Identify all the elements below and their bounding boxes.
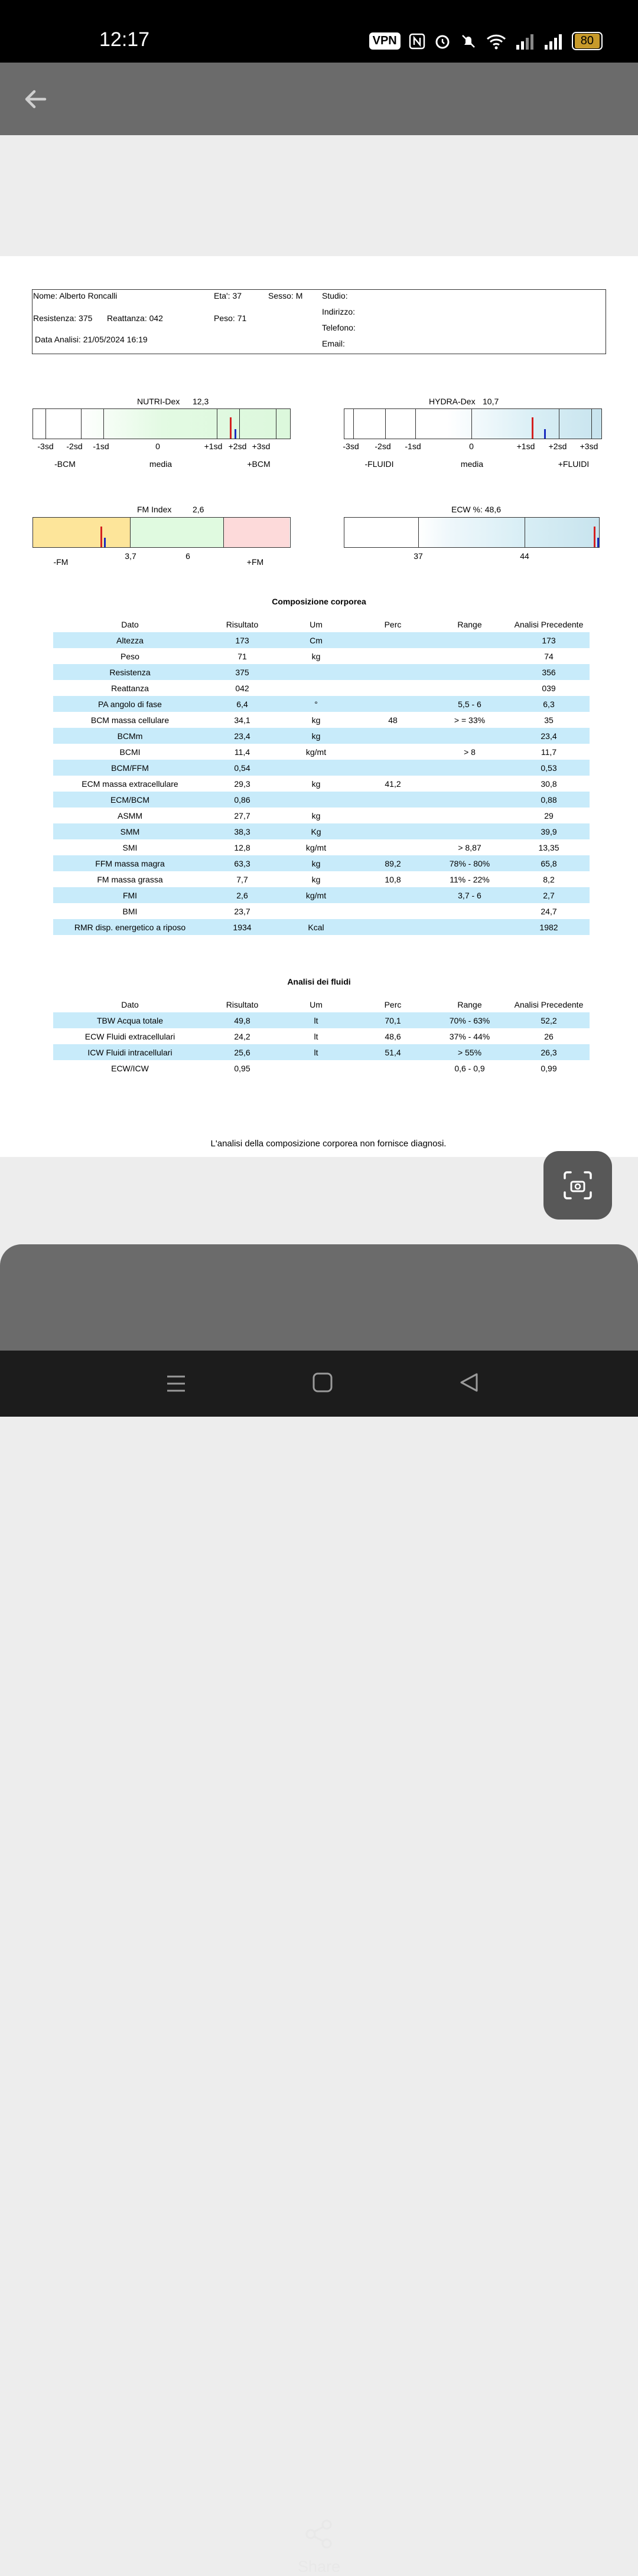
- column-header: Analisi Precedente: [514, 619, 584, 629]
- patient-name: Nome: Alberto Roncalli: [33, 291, 118, 300]
- table-cell: [278, 680, 354, 696]
- table-cell: ECM massa extracellulare: [82, 779, 178, 789]
- table-cell: FFM massa magra: [53, 855, 207, 871]
- hydra-current-marker: [532, 417, 533, 439]
- table-row: [53, 712, 590, 728]
- table-cell: [431, 823, 508, 839]
- ecw-bar: [344, 517, 600, 548]
- hydra-tick: -1sd: [405, 442, 421, 451]
- hydra-label: +FLUIDI: [558, 459, 590, 469]
- table-row: [53, 792, 590, 808]
- hydra-tick: +3sd: [580, 442, 598, 451]
- table-cell: [354, 903, 431, 919]
- alarm-icon: [434, 32, 451, 50]
- table-cell: 6,3: [508, 696, 590, 712]
- patient-resistance: Resistenza: 375: [33, 313, 93, 323]
- back-arrow-icon[interactable]: [21, 85, 50, 113]
- table-cell: 71: [237, 651, 247, 661]
- fm-current-marker: [100, 527, 102, 547]
- nutri-title: NUTRI-Dex: [137, 397, 180, 406]
- column-header: Um: [310, 999, 323, 1009]
- table-cell: BCM massa cellulare: [90, 715, 170, 725]
- table-cell: [431, 919, 508, 935]
- nutri-tick: +2sd: [228, 442, 247, 451]
- ecw-title: ECW %: 48,6: [451, 505, 502, 514]
- table-cell: 6,4: [207, 696, 278, 712]
- table-cell: 11,7: [541, 747, 557, 757]
- share-label: Share: [297, 2558, 341, 2575]
- status-bar: [0, 0, 638, 63]
- address-label: Indirizzo:: [322, 307, 356, 316]
- table-cell: 25,6: [207, 1044, 278, 1060]
- table-cell: [278, 1060, 354, 1076]
- table-row: [53, 903, 590, 919]
- ecw-previous-marker: [597, 538, 599, 547]
- table-cell: 38,3: [207, 823, 278, 839]
- hydra-tick: -3sd: [343, 442, 359, 451]
- table-cell: lt: [278, 1012, 354, 1028]
- lens-button[interactable]: [543, 1151, 612, 1220]
- table-row: [53, 1012, 590, 1028]
- table-row: [53, 760, 590, 776]
- fm-label: -FM: [53, 557, 69, 567]
- table-cell: [354, 648, 431, 664]
- table-cell: 52,2: [508, 1012, 590, 1028]
- table-cell: ECW Fluidi extracellulari: [84, 1031, 175, 1041]
- phone-label: Telefono:: [322, 323, 356, 332]
- table-cell: TBW Acqua totale: [53, 1012, 207, 1028]
- fluids-title: Analisi dei fluidi: [287, 977, 351, 986]
- table-row: [53, 823, 590, 839]
- nutri-label: +BCM: [247, 459, 271, 469]
- table-cell: [354, 760, 431, 776]
- table-row: [53, 1028, 590, 1044]
- column-header: Dato: [121, 619, 139, 629]
- fm-value: 2,6: [193, 505, 204, 514]
- table-cell: BCMI: [119, 747, 141, 757]
- table-cell: 0,99: [541, 1063, 557, 1073]
- table-cell: 24,2: [234, 1031, 250, 1041]
- studio-label: Studio:: [322, 291, 348, 300]
- table-cell: 26,3: [508, 1044, 590, 1060]
- table-cell: PA angolo di fase: [53, 696, 207, 712]
- table-cell: 0,86: [207, 792, 278, 808]
- table-cell: 23,4: [207, 728, 278, 744]
- table-row: [53, 839, 590, 855]
- table-row: [53, 887, 590, 903]
- hydra-tick: -2sd: [375, 442, 391, 451]
- table-cell: 2,7: [508, 887, 590, 903]
- table-cell: kg: [311, 874, 321, 884]
- table-cell: kg: [311, 715, 321, 725]
- table-cell: [354, 632, 431, 648]
- table-cell: [354, 839, 431, 855]
- composition-title: Composizione corporea: [272, 597, 366, 606]
- table-cell: ECM/BCM: [53, 792, 207, 808]
- nutri-previous-marker: [235, 429, 236, 439]
- table-row: [53, 728, 590, 744]
- table-cell: [354, 744, 431, 760]
- table-header-row: [53, 996, 590, 1012]
- fm-previous-marker: [104, 538, 106, 547]
- table-cell: [354, 664, 431, 680]
- table-cell: kg: [278, 855, 354, 871]
- table-cell: 37% - 44%: [449, 1031, 490, 1041]
- column-header: Analisi Precedente: [514, 999, 584, 1009]
- hydra-previous-marker: [544, 429, 546, 439]
- hydra-label: -FLUIDI: [364, 459, 394, 469]
- clock: 12:17: [99, 28, 150, 51]
- table-row: [53, 664, 590, 680]
- table-cell: 29,3: [234, 779, 250, 789]
- table-cell: BCM/FFM: [53, 760, 207, 776]
- table-row: [53, 632, 590, 648]
- table-cell: °: [278, 696, 354, 712]
- table-cell: 23,7: [234, 906, 250, 916]
- nutri-dex-bar: [32, 408, 291, 439]
- table-row: [53, 648, 590, 664]
- fm-label: +FM: [246, 557, 264, 567]
- table-cell: Resistenza: [53, 664, 207, 680]
- column-header: Risultato: [226, 999, 259, 1009]
- email-label: Email:: [322, 339, 345, 348]
- table-row: [53, 855, 590, 871]
- table-cell: lt: [278, 1044, 354, 1060]
- table-cell: 1934: [207, 919, 278, 935]
- nfc-icon: [409, 33, 425, 50]
- column-header: Um: [310, 619, 323, 629]
- table-row: [53, 744, 590, 760]
- patient-reactance: Reattanza: 042: [107, 313, 163, 323]
- table-cell: 65,8: [508, 855, 590, 871]
- table-cell: 51,4: [354, 1044, 431, 1060]
- table-cell: [278, 760, 354, 776]
- table-cell: ECW/ICW: [111, 1063, 149, 1073]
- table-cell: 48: [388, 715, 398, 725]
- table-row: [53, 680, 590, 696]
- table-cell: Kcal: [278, 919, 354, 935]
- bottom-sheet: [0, 1244, 638, 2575]
- table-cell: kg: [311, 810, 321, 820]
- home-icon[interactable]: [312, 1372, 333, 1393]
- fm-title: FM Index: [137, 505, 172, 514]
- hydra-tick: +2sd: [548, 442, 567, 451]
- table-cell: [431, 760, 508, 776]
- table-cell: 042: [235, 683, 249, 693]
- table-cell: BCMm: [53, 728, 207, 744]
- table-row: [53, 1060, 590, 1076]
- nutri-value: 12,3: [193, 397, 209, 406]
- hydra-title: HYDRA-Dex: [429, 397, 476, 406]
- scan-icon: [543, 1151, 612, 1220]
- table-cell: [354, 1060, 431, 1076]
- table-cell: kg: [311, 651, 321, 661]
- table-cell: [354, 728, 431, 744]
- table-cell: BMI: [122, 906, 138, 916]
- nutri-tick: -1sd: [93, 442, 109, 451]
- nutri-tick: +3sd: [252, 442, 271, 451]
- table-cell: 41,2: [385, 779, 401, 789]
- hydra-value: 10,7: [483, 397, 499, 406]
- recents-icon[interactable]: [165, 1373, 187, 1394]
- ecw-tick: 37: [414, 551, 423, 561]
- table-cell: 039: [542, 683, 556, 693]
- table-cell: 356: [508, 664, 590, 680]
- table-cell: 0,54: [207, 760, 278, 776]
- table-cell: Cm: [278, 632, 354, 648]
- hydra-dex-bar: [344, 408, 602, 439]
- table-header-row: [53, 616, 590, 632]
- column-header: Perc: [384, 619, 402, 629]
- table-cell: [354, 919, 431, 935]
- nutri-tick: -2sd: [66, 442, 83, 451]
- table-row: [53, 1044, 590, 1060]
- hydra-label: media: [460, 459, 484, 469]
- table-row: [53, 919, 590, 935]
- table-row: [53, 776, 590, 792]
- table-row: [53, 696, 590, 712]
- table-cell: [354, 823, 431, 839]
- patient-sex: Sesso: M: [268, 291, 303, 300]
- mute-bell-icon: [460, 32, 477, 50]
- table-cell: 173: [207, 632, 278, 648]
- table-cell: Peso: [121, 651, 139, 661]
- table-cell: ICW Fluidi intracellulari: [53, 1044, 207, 1060]
- table-cell: 5,5 - 6: [431, 696, 508, 712]
- wifi-icon: [486, 32, 507, 50]
- column-header: Range: [457, 619, 482, 629]
- table-cell: [431, 792, 508, 808]
- table-cell: 89,2: [354, 855, 431, 871]
- table-cell: Kg: [278, 823, 354, 839]
- column-header: Range: [457, 999, 482, 1009]
- table-cell: 29: [544, 810, 554, 820]
- table-cell: 30,8: [541, 779, 557, 789]
- table-cell: [354, 680, 431, 696]
- table-cell: 0,6 - 0,9: [454, 1063, 485, 1073]
- table-cell: kg: [311, 779, 321, 789]
- table-cell: 173: [508, 632, 590, 648]
- signal-icon-2: [543, 33, 564, 50]
- table-cell: [431, 680, 508, 696]
- table-cell: 35: [544, 715, 554, 725]
- table-cell: 3,7 - 6: [431, 887, 508, 903]
- table-cell: 11,4: [234, 747, 250, 757]
- table-cell: [431, 648, 508, 664]
- table-cell: [278, 903, 354, 919]
- table-cell: [278, 792, 354, 808]
- table-cell: 7,7: [236, 874, 248, 884]
- fluids-table: [53, 996, 590, 1076]
- table-cell: 26: [544, 1031, 554, 1041]
- table-cell: > 8: [464, 747, 476, 757]
- table-cell: kg: [278, 728, 354, 744]
- nutri-tick: 0: [155, 442, 160, 451]
- table-row: [53, 871, 590, 887]
- table-cell: 2,6: [207, 887, 278, 903]
- table-cell: 63,3: [207, 855, 278, 871]
- analysis-date: Data Analisi: 21/05/2024 16:19: [35, 335, 148, 344]
- composition-table: [53, 616, 590, 935]
- column-header: Risultato: [226, 619, 259, 629]
- table-cell: > = 33%: [454, 715, 486, 725]
- nutri-current-marker: [230, 417, 232, 439]
- app-bar: [0, 63, 638, 135]
- table-cell: [354, 808, 431, 823]
- table-cell: [431, 664, 508, 680]
- table-cell: [354, 696, 431, 712]
- signal-icon: [515, 33, 535, 50]
- fm-tick: 6: [185, 551, 190, 561]
- table-cell: 12,8: [234, 842, 250, 852]
- table-cell: 13,35: [538, 842, 559, 852]
- table-cell: Altezza: [53, 632, 207, 648]
- table-cell: 34,1: [234, 715, 250, 725]
- ecw-tick: 44: [520, 551, 529, 561]
- table-cell: 48,6: [385, 1031, 401, 1041]
- table-cell: 74: [544, 651, 554, 661]
- table-cell: Reattanza: [111, 683, 149, 693]
- table-cell: 70% - 63%: [431, 1012, 508, 1028]
- table-cell: kg/mt: [278, 887, 354, 903]
- back-icon[interactable]: [458, 1372, 480, 1393]
- table-cell: 27,7: [234, 810, 250, 820]
- ecw-current-marker: [594, 527, 595, 547]
- table-cell: 0,88: [508, 792, 590, 808]
- battery-level: 80: [575, 34, 600, 48]
- share-button[interactable]: [298, 2518, 340, 2576]
- nutri-label: media: [149, 459, 172, 469]
- table-cell: SMI: [122, 842, 138, 852]
- share-icon: [303, 2518, 335, 2550]
- table-cell: 8,2: [543, 874, 555, 884]
- disclaimer: L'analisi della composizione corporea non fornisce diagnosi.: [210, 1139, 447, 1149]
- table-cell: 1982: [508, 919, 590, 935]
- table-cell: 23,4: [508, 728, 590, 744]
- table-cell: FMI: [53, 887, 207, 903]
- table-cell: 70,1: [354, 1012, 431, 1028]
- table-cell: FM massa grassa: [97, 874, 163, 884]
- column-header: Perc: [384, 999, 402, 1009]
- table-cell: 39,9: [508, 823, 590, 839]
- patient-age: Eta': 37: [214, 291, 242, 300]
- nutri-label: -BCM: [54, 459, 76, 469]
- table-cell: 0,53: [508, 760, 590, 776]
- table-cell: 24,7: [541, 906, 557, 916]
- table-cell: 78% - 80%: [431, 855, 508, 871]
- patient-info-box: [32, 289, 606, 354]
- nutri-tick: +1sd: [204, 442, 223, 451]
- nutri-tick: -3sd: [37, 442, 54, 451]
- navigation-bar: [0, 1351, 638, 1417]
- table-cell: > 8,87: [458, 842, 481, 852]
- status-icons: [369, 32, 603, 50]
- table-cell: [431, 776, 508, 792]
- table-cell: 11% - 22%: [450, 874, 490, 884]
- table-cell: [354, 887, 431, 903]
- battery-icon: [572, 32, 603, 50]
- column-header: Dato: [121, 999, 139, 1009]
- table-cell: [431, 632, 508, 648]
- table-cell: [278, 664, 354, 680]
- table-cell: SMM: [53, 823, 207, 839]
- table-cell: kg/mt: [305, 842, 327, 852]
- fm-index-bar: [32, 517, 291, 548]
- hydra-tick: +1sd: [516, 442, 535, 451]
- table-cell: [354, 792, 431, 808]
- table-cell: [431, 808, 508, 823]
- table-cell: [431, 728, 508, 744]
- hydra-tick: 0: [469, 442, 474, 451]
- table-cell: > 55%: [431, 1044, 508, 1060]
- table-cell: kg/mt: [305, 747, 327, 757]
- fm-tick: 3,7: [125, 551, 136, 561]
- table-cell: RMR disp. energetico a riposo: [53, 919, 207, 935]
- table-cell: lt: [314, 1031, 318, 1041]
- patient-weight: Peso: 71: [214, 313, 247, 323]
- table-row: [53, 808, 590, 823]
- table-cell: ASMM: [118, 810, 142, 820]
- vpn-icon: VPN: [369, 32, 401, 50]
- table-cell: [431, 903, 508, 919]
- table-cell: 10,8: [385, 874, 401, 884]
- table-cell: 49,8: [207, 1012, 278, 1028]
- table-cell: 0,95: [234, 1063, 250, 1073]
- table-cell: 375: [207, 664, 278, 680]
